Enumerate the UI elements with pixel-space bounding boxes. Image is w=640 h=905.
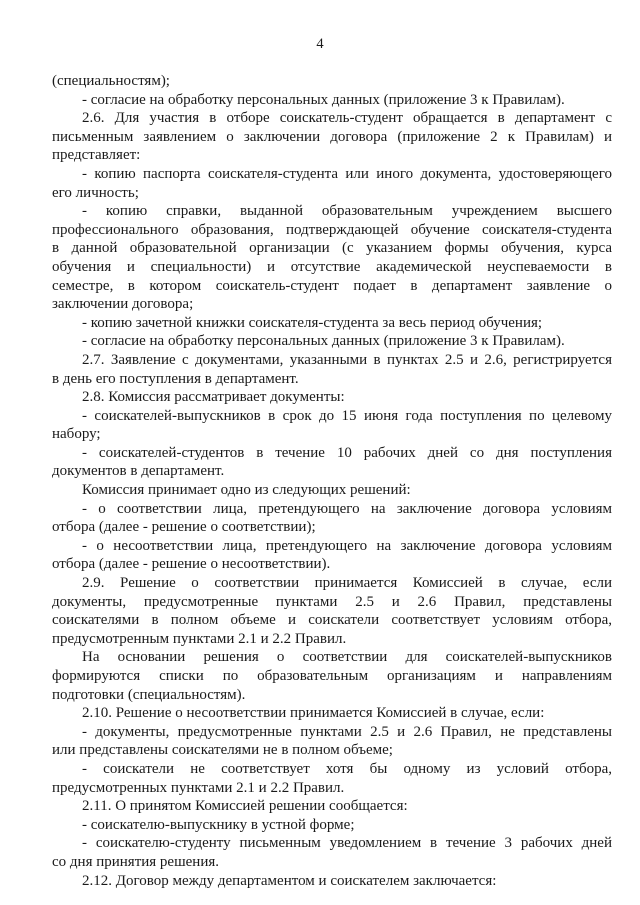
text-line: 2.8. Комиссия рассматривает документы:	[82, 389, 345, 406]
text-line: - документы, предусмотренные пунктами 2.5 и 2.6 Правил, не представлены	[82, 723, 612, 740]
text-line: в день его поступления в департамент.	[52, 370, 299, 387]
paragraph	[52, 574, 612, 648]
paragraph	[52, 407, 612, 444]
text-line: формируются списки по образовательным организациям и направлениям	[52, 668, 612, 684]
paragraph	[52, 760, 612, 797]
text-line: 2.7. Заявление с документами, указанными в пунктах 2.5 и 2.6, регистрируется	[82, 351, 612, 368]
paragraph	[52, 704, 612, 723]
text-line: 2.11. О принятом Комиссией решении сообщается:	[82, 798, 408, 815]
text-line: обучения и специальности) и отсутствие академической неуспеваемости в	[52, 258, 612, 275]
paragraph	[52, 648, 612, 704]
paragraph	[52, 351, 612, 388]
document-body	[52, 72, 612, 890]
text-line: - согласие на обработку персональных данных (приложение 3 к Правилам).	[82, 91, 565, 108]
text-line: 2.10. Решение о несоответствии принимается Комиссией в случае, если:	[82, 705, 545, 722]
text-line: со дня принятия решения.	[52, 853, 219, 870]
text-line: Комиссия принимает одно из следующих решений:	[82, 482, 411, 499]
text-line: подготовки (специальностям).	[52, 686, 246, 703]
paragraph	[52, 797, 612, 816]
paragraph	[52, 91, 612, 110]
text-line: На основании решения о соответствии для соискателей-выпускников	[82, 649, 612, 666]
paragraph	[52, 723, 612, 760]
text-line: - соискателей-выпускников в срок до 15 июня года поступления по целевому	[82, 407, 612, 424]
page-number: 4	[316, 36, 324, 52]
paragraph	[52, 872, 612, 891]
paragraph	[52, 481, 612, 500]
text-line: - согласие на обработку персональных данных (приложение 3 к Правилам).	[82, 333, 565, 350]
paragraph	[52, 332, 612, 351]
text-line: или представлены соискателями не в полном объеме;	[52, 742, 393, 759]
text-line: предусмотренных пунктами 2.1 и 2.2 Правил.	[52, 779, 345, 796]
text-line: представляет:	[52, 147, 141, 164]
paragraph	[52, 314, 612, 333]
text-line: в данной образовательной организации (с указанием формы обучения, курса	[52, 240, 612, 257]
paragraph	[52, 165, 612, 202]
paragraph	[52, 816, 612, 835]
text-line: - соискателей-студентов в течение 10 рабочих дней со дня поступления	[82, 444, 612, 461]
paragraph	[52, 444, 612, 481]
text-line: - копию паспорта соискателя-студента или иного документа, удостоверяющего	[82, 165, 612, 182]
text-line: 2.9. Решение о соответствии принимается Комиссией в случае, если	[82, 575, 612, 592]
text-line: - соискателю-выпускнику в устной форме;	[82, 816, 355, 833]
paragraph	[52, 202, 612, 314]
text-line: (специальностям);	[52, 73, 170, 89]
paragraph	[52, 500, 612, 537]
text-line: - о соответствии лица, претендующего на заключение договора условиям	[82, 500, 612, 517]
text-line: - копию справки, выданной образовательным учреждением высшего	[82, 203, 612, 220]
text-line: - соискателю-студенту письменным уведомлением в течение 3 рабочих дней	[82, 835, 612, 852]
text-line: 2.6. Для участия в отборе соискатель-студент обращается в департамент с	[82, 110, 612, 127]
text-line: - о несоответствии лица, претендующего на заключение договора условиям	[82, 537, 612, 554]
text-line: - копию зачетной книжки соискателя-студента за весь период обучения;	[82, 314, 543, 331]
paragraph	[52, 388, 612, 407]
text-line: его личность;	[52, 184, 139, 201]
text-line: предусмотренным пунктами 2.1 и 2.2 Правил.	[52, 630, 347, 647]
text-line: набору;	[52, 426, 101, 443]
text-line: заключении договора;	[52, 296, 194, 313]
paragraph	[52, 72, 612, 91]
text-line: профессионального образования, подтверждающей обучение соискателя-студента	[52, 221, 612, 238]
paragraph	[52, 537, 612, 574]
text-line: отбора (далее - решение о соответствии);	[52, 519, 316, 536]
text-line: - соискатели не соответствует хотя бы одному из условий отбора,	[82, 760, 612, 777]
paragraph	[52, 109, 612, 165]
text-line: соискателями в полном объеме и соискатели соответствует условиям отбора,	[52, 612, 612, 629]
text-line: 2.12. Договор между департаментом и соискателем заключается:	[82, 872, 497, 889]
text-line: семестре, в котором соискатель-студент подает в департамент заявление о	[52, 277, 612, 294]
text-line: письменным заявлением о заключении договора (приложение 2 к Правилам) и	[52, 128, 612, 145]
text-line: документов в департамент.	[52, 463, 225, 480]
paragraph	[52, 834, 612, 871]
text-line: отбора (далее - решение о несоответствии).	[52, 556, 331, 573]
text-line: документы, предусмотренные пунктами 2.5 и 2.6 Правил, представлены	[52, 593, 612, 610]
